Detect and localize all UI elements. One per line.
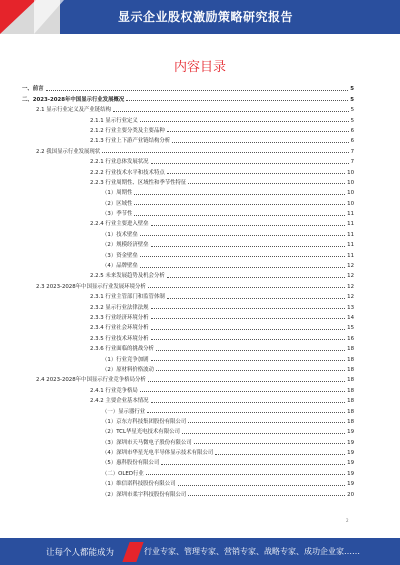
toc-dot-leader — [134, 215, 345, 216]
toc-entry-page: 19 — [347, 429, 354, 436]
toc-dot-leader — [46, 90, 349, 91]
toc-entry-page: 13 — [347, 304, 354, 311]
toc-entry-label: （2）原材料价格波动 — [102, 366, 154, 373]
toc-entry-label: 2.3.4 行业社会环境分析 — [90, 325, 149, 332]
toc-entry-page: 18 — [347, 346, 354, 353]
toc-entry-page: 19 — [347, 481, 354, 488]
toc-entry-label: 2.2.1 行业总体发展状况 — [90, 159, 149, 166]
toc-entry[interactable] — [22, 207, 354, 217]
toc-entry[interactable] — [22, 196, 354, 206]
toc-entry-page: 10 — [347, 200, 354, 207]
toc-entry-label: 2.4.2 主要企业基本情况 — [90, 398, 149, 405]
toc-entry-page: 11 — [347, 231, 354, 238]
toc-entry-page: 11 — [347, 252, 354, 259]
toc-dot-leader — [167, 298, 345, 299]
toc-entry-page: 20 — [347, 491, 354, 498]
toc-entry-page: 5 — [350, 96, 354, 103]
toc-entry[interactable] — [22, 466, 354, 476]
toc-entry[interactable] — [22, 425, 354, 435]
table-of-contents — [22, 82, 354, 498]
toc-dot-leader — [140, 121, 349, 122]
footer-tagline: 行业专家、管理专家、营销专家、战略专家、成功企业家…… — [144, 547, 360, 556]
toc-entry-label: （1）周期性 — [102, 190, 133, 197]
toc-entry[interactable] — [22, 487, 354, 497]
toc-dot-leader — [140, 391, 345, 392]
toc-dot-leader — [156, 370, 345, 371]
toc-entry-page: 16 — [347, 335, 354, 342]
toc-entry-page: 19 — [347, 439, 354, 446]
report-title: 显示企业股权激励策略研究报告 — [118, 10, 294, 24]
toc-entry-page: 10 — [347, 169, 354, 176]
toc-entry[interactable] — [22, 103, 354, 113]
toc-entry[interactable] — [22, 290, 354, 300]
toc-entry[interactable] — [22, 124, 354, 134]
toc-dot-leader — [151, 402, 346, 403]
toc-dot-leader — [148, 287, 345, 288]
toc-entry[interactable] — [22, 404, 354, 414]
toc-entry-page: 10 — [347, 179, 354, 186]
toc-entry-page: 5 — [350, 86, 354, 93]
toc-dot-leader — [151, 329, 346, 330]
toc-entry-label: （1）行业竞争加剧 — [102, 356, 149, 363]
toc-dot-leader — [151, 246, 346, 247]
toc-entry[interactable] — [22, 456, 354, 466]
toc-entry-label: 2.3 2023-2028年中国显示行业发展环境分析 — [36, 283, 146, 290]
toc-dot-leader — [167, 277, 345, 278]
toc-entry-label: 2.3.3 行业经济环境分析 — [90, 314, 149, 321]
toc-entry-label: 2.2.4 行业主要进入壁垒 — [90, 221, 149, 228]
toc-entry-label: 二、2023-2028年中国显示行业发展概况 — [22, 96, 125, 103]
toc-dot-leader — [140, 256, 345, 257]
toc-entry[interactable] — [22, 363, 354, 373]
toc-dot-leader — [178, 485, 346, 486]
toc-entry-page: 18 — [347, 398, 354, 405]
toc-entry[interactable] — [22, 415, 354, 425]
toc-dot-leader — [161, 464, 345, 465]
toc-title: 内容目录 — [173, 60, 226, 75]
toc-entry-label: 2.2.2 行业技术水平和技术特点 — [90, 169, 165, 176]
toc-entry-label: 一、前言 — [22, 86, 44, 93]
toc-dot-leader — [140, 235, 345, 236]
toc-entry-page: 7 — [350, 159, 354, 166]
header-white-stripe — [34, 0, 64, 34]
toc-entry[interactable] — [22, 352, 354, 362]
toc-entry-label: 2.3.6 行业面临的挑战分析 — [90, 346, 154, 353]
toc-dot-leader — [151, 308, 346, 309]
toc-entry[interactable] — [22, 227, 354, 237]
toc-entry-page: 18 — [347, 366, 354, 373]
toc-dot-leader — [188, 495, 345, 496]
toc-entry[interactable] — [22, 435, 354, 445]
toc-dot-leader — [148, 381, 345, 382]
toc-entry-label: 2.3.1 行业主管部门和监管体制 — [90, 294, 165, 301]
toc-entry[interactable] — [22, 321, 354, 331]
toc-entry[interactable] — [22, 113, 354, 123]
toc-dot-leader — [134, 194, 345, 195]
toc-dot-leader — [167, 173, 345, 174]
toc-entry-label: 2.1.1 显示行业定义 — [90, 117, 138, 124]
footer-slogan: 让每个人都能成为 — [46, 548, 115, 558]
toc-dot-leader — [188, 183, 345, 184]
toc-entry-page: 5 — [350, 107, 354, 114]
toc-dot-leader — [151, 339, 346, 340]
toc-entry[interactable] — [22, 176, 354, 186]
toc-dot-leader — [167, 131, 349, 132]
toc-dot-leader — [102, 152, 348, 153]
page-number: 2 — [346, 518, 349, 523]
toc-dot-leader — [151, 225, 346, 226]
toc-entry-label: （3）资金壁垒 — [102, 252, 138, 259]
toc-dot-leader — [172, 142, 348, 143]
toc-entry-label: 2.2.5 未来发展趋势及机会分析 — [90, 273, 165, 280]
toc-entry-page: 7 — [350, 148, 354, 155]
toc-entry[interactable] — [22, 373, 354, 383]
toc-entry-page: 18 — [347, 408, 354, 415]
toc-entry-page: 19 — [347, 450, 354, 457]
toc-entry-label: （3）深圳市天马微电子股份有限公司 — [102, 439, 192, 446]
toc-entry[interactable] — [22, 259, 354, 269]
toc-entry[interactable] — [22, 394, 354, 404]
toc-dot-leader — [194, 443, 345, 444]
toc-dot-leader — [215, 454, 345, 455]
toc-entry-page: 5 — [350, 117, 354, 124]
toc-entry-page: 12 — [347, 273, 354, 280]
report-footer — [0, 538, 400, 565]
toc-entry-label: （1）维信诺科技股份有限公司 — [102, 481, 176, 488]
toc-entry[interactable] — [22, 92, 354, 102]
toc-entry-label: （3）季节性 — [102, 211, 133, 218]
toc-entry-page: 6 — [350, 138, 354, 145]
toc-entry[interactable] — [22, 134, 354, 144]
toc-entry-page: 18 — [347, 356, 354, 363]
toc-entry-label: （2）规模经济壁垒 — [102, 242, 149, 249]
toc-entry[interactable] — [22, 238, 354, 248]
header-red-triangle — [0, 0, 36, 34]
toc-entry-label: 2.2 我国显示行业发展现状 — [36, 148, 101, 155]
toc-entry-page: 12 — [347, 283, 354, 290]
toc-entry-label: （2）TCL华星光电技术有限公司 — [102, 429, 180, 436]
toc-dot-leader — [147, 412, 345, 413]
toc-dot-leader — [134, 204, 345, 205]
toc-entry-label: （2）区域性 — [102, 200, 133, 207]
toc-entry-label: （1）技术壁垒 — [102, 231, 138, 238]
toc-entry-label: （4）品牌壁垒 — [102, 263, 138, 270]
toc-entry[interactable] — [22, 300, 354, 310]
toc-entry-label: （2）深圳市柔宇科技股份有限公司 — [102, 491, 187, 498]
toc-dot-leader — [126, 100, 348, 101]
toc-entry[interactable] — [22, 165, 354, 175]
toc-entry-page: 11 — [347, 242, 354, 249]
toc-entry-label: 2.1 显示行业定义及产业链结构 — [36, 107, 111, 114]
toc-entry-label: 2.4 2023-2028年中国显示行业竞争格局分析 — [36, 377, 146, 384]
toc-entry[interactable] — [22, 331, 354, 341]
toc-entry-page: 19 — [347, 460, 354, 467]
toc-dot-leader — [182, 433, 345, 434]
toc-dot-leader — [151, 318, 346, 319]
toc-dot-leader — [188, 422, 345, 423]
toc-entry-label: 2.3.5 行业技术环境分析 — [90, 335, 149, 342]
toc-entry[interactable] — [22, 477, 354, 487]
toc-entry-label: （一）显示器行业 — [102, 408, 146, 415]
report-header — [0, 0, 400, 34]
toc-dot-leader — [156, 350, 345, 351]
toc-dot-leader — [140, 267, 345, 268]
toc-entry-label: （二）OLED行业 — [102, 470, 144, 477]
toc-dot-leader — [151, 163, 349, 164]
footer-red-divider — [122, 542, 143, 562]
toc-entry-label: 2.1.3 行业上下游产业链结构分析 — [90, 138, 171, 145]
toc-entry-label: 2.4.1 行业竞争格局 — [90, 387, 138, 394]
toc-dot-leader — [151, 360, 346, 361]
toc-entry-label: （4）深圳市华星光电半导体显示技术有限公司 — [102, 450, 214, 457]
toc-entry-label: 2.3.2 显示行业法律法规 — [90, 304, 149, 311]
toc-entry[interactable] — [22, 279, 354, 289]
toc-entry-label: （5）惠科股份有限公司 — [102, 460, 160, 467]
toc-dot-leader — [146, 474, 345, 475]
toc-entry-page: 11 — [347, 211, 354, 218]
toc-entry-label: 2.1.2 行业主要分类及主要品种 — [90, 127, 165, 134]
toc-entry-page: 11 — [347, 221, 354, 228]
toc-entry-page: 19 — [347, 470, 354, 477]
toc-entry[interactable] — [22, 144, 354, 154]
toc-entry-page: 15 — [347, 325, 354, 332]
toc-entry[interactable] — [22, 82, 354, 92]
toc-entry-page: 12 — [347, 263, 354, 270]
toc-entry[interactable] — [22, 269, 354, 279]
toc-entry[interactable] — [22, 311, 354, 321]
toc-entry-page: 18 — [347, 377, 354, 384]
toc-dot-leader — [113, 111, 349, 112]
toc-entry[interactable] — [22, 248, 354, 258]
toc-entry-page: 18 — [347, 387, 354, 394]
toc-entry[interactable] — [22, 383, 354, 393]
toc-entry[interactable] — [22, 446, 354, 456]
toc-entry[interactable] — [22, 155, 354, 165]
toc-entry-label: （1）京东方科技集团股份有限公司 — [102, 418, 187, 425]
toc-entry-label: 2.2.3 行业周期性、区域性和季节性特征 — [90, 179, 187, 186]
toc-entry-page: 12 — [347, 294, 354, 301]
toc-entry-page: 18 — [347, 418, 354, 425]
toc-entry[interactable] — [22, 186, 354, 196]
toc-entry-page: 10 — [347, 190, 354, 197]
toc-entry[interactable] — [22, 217, 354, 227]
toc-entry-page: 14 — [347, 314, 354, 321]
toc-entry[interactable] — [22, 342, 354, 352]
toc-entry-page: 6 — [350, 127, 354, 134]
